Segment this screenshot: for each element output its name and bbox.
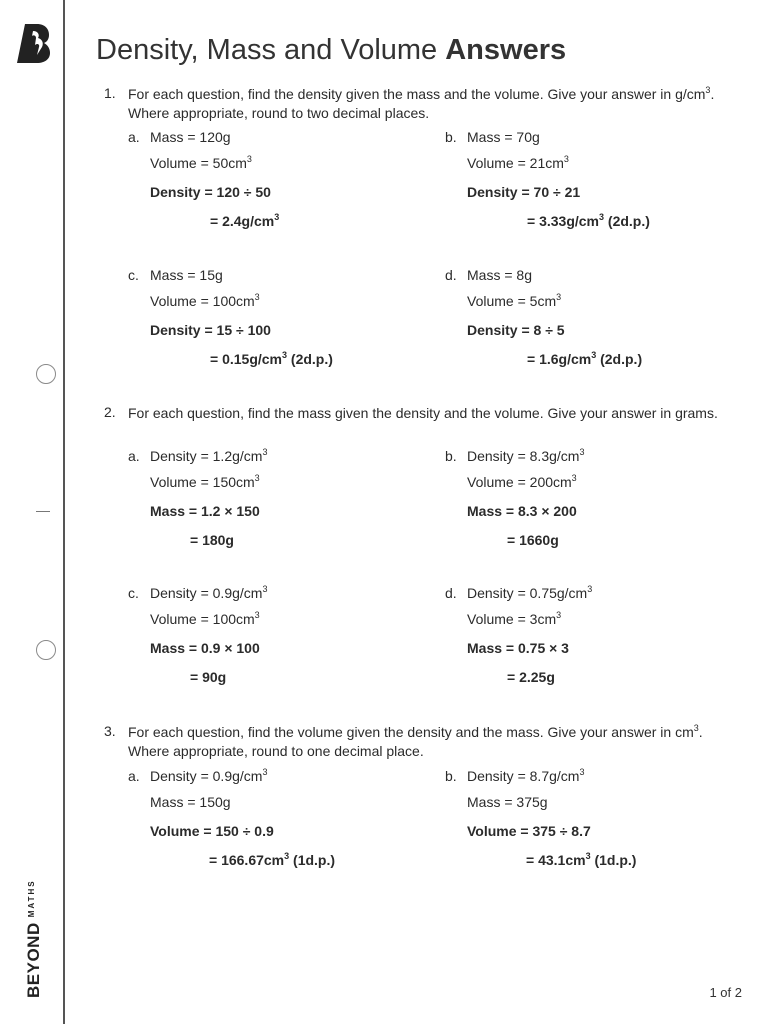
page-title-main: Density, Mass and Volume: [96, 34, 446, 66]
page-title: [96, 34, 566, 67]
given-value-1: Density = $0.75g/cm^3$: [467, 584, 593, 601]
working-line: Density = 15 ÷ 100: [150, 322, 271, 338]
page-number: 1 of 2: [709, 985, 742, 1000]
fold-mark: [36, 511, 50, 512]
working-line: Density = 8 ÷ 5: [467, 322, 565, 338]
given-value-2: Mass = 150g: [150, 794, 231, 810]
result-line: = $166.67cm^3$ (1d.p.): [209, 851, 336, 868]
working-line: Volume = 150 ÷ 0.9: [150, 823, 274, 839]
item-letter: b.: [445, 768, 457, 784]
given-value-1: Mass = 15g: [150, 267, 223, 283]
given-value-2: Volume = $21cm^3$: [467, 154, 569, 171]
given-value-2: Volume = $5cm^3$: [467, 292, 562, 309]
result-line: = $3.33g/cm^3$ (2d.p.): [527, 212, 650, 229]
item-letter: b.: [445, 129, 457, 145]
question-number: 1.: [104, 85, 116, 101]
given-value-1: Mass = 70g: [467, 129, 540, 145]
working-line: Mass = 0.9 × 100: [150, 640, 260, 656]
item-letter: a.: [128, 768, 140, 784]
question-number: 3.: [104, 723, 116, 739]
page-title-bold: Answers: [445, 34, 567, 66]
given-value-1: Mass = 120g: [150, 129, 231, 145]
result-line: = $1.6g/cm^3$ (2d.p.): [527, 350, 643, 367]
given-value-2: Volume = $3cm^3$: [467, 610, 562, 627]
given-value-1: Density = $1.2g/cm^3$: [150, 447, 268, 464]
question-number: 2.: [104, 404, 116, 420]
margin-rule: [63, 0, 65, 1024]
brand-word: BEYOND: [24, 922, 43, 998]
working-line: Mass = 0.75 × 3: [467, 640, 569, 656]
item-letter: a.: [128, 448, 140, 464]
given-value-2: Volume = $50cm^3$: [150, 154, 252, 171]
item-letter: b.: [445, 448, 457, 464]
question-text: For each question, find the density given the mass and the volume. Give your answer in $g/cm^3$. Where appropriate, round to two decimal places.: [128, 85, 715, 121]
given-value-2: Volume = $150cm^3$: [150, 473, 260, 490]
result-line: = 180g: [190, 532, 234, 548]
punch-hole-top: [36, 364, 56, 384]
given-value-1: Density = $0.9g/cm^3$: [150, 767, 268, 784]
result-line: = $43.1cm^3$ (1d.p.): [526, 851, 637, 868]
given-value-1: Mass = 8g: [467, 267, 532, 283]
result-line: = 1660g: [507, 532, 559, 548]
given-value-2: Volume = $100cm^3$: [150, 610, 260, 627]
given-value-1: Density = $8.3g/cm^3$: [467, 447, 585, 464]
working-line: Mass = 1.2 × 150: [150, 503, 260, 519]
item-letter: d.: [445, 585, 457, 601]
item-letter: c.: [128, 585, 139, 601]
given-value-2: Volume = $100cm^3$: [150, 292, 260, 309]
working-line: Density = 120 ÷ 50: [150, 184, 271, 200]
given-value-1: Density = $0.9g/cm^3$: [150, 584, 268, 601]
item-letter: a.: [128, 129, 140, 145]
question-text: For each question, find the mass given the density and the volume. Give your answer in grams.: [128, 405, 718, 421]
item-letter: d.: [445, 267, 457, 283]
given-value-1: Density = $8.7g/cm^3$: [467, 767, 585, 784]
working-line: Volume = 375 ÷ 8.7: [467, 823, 591, 839]
result-line: = $2.4g/cm^3$: [210, 212, 280, 229]
beyond-logo-icon: [16, 22, 50, 64]
given-value-2: Mass = 375g: [467, 794, 548, 810]
brand-wordmark: [24, 879, 44, 998]
working-line: Mass = 8.3 × 200: [467, 503, 577, 519]
brand-sub: MATHS: [27, 879, 36, 918]
result-line: = 90g: [190, 669, 227, 685]
working-line: Density = 70 ÷ 21: [467, 184, 581, 200]
item-letter: c.: [128, 267, 139, 283]
punch-hole-bottom: [36, 640, 56, 660]
result-line: = $0.15g/cm^3$ (2d.p.): [210, 350, 333, 367]
given-value-2: Volume = $200cm^3$: [467, 473, 577, 490]
question-text: For each question, find the volume given the density and the mass. Give your answer in $cm^3$. Where appropriate, round to one decimal place.: [128, 723, 703, 759]
result-line: = 2.25g: [507, 669, 555, 685]
